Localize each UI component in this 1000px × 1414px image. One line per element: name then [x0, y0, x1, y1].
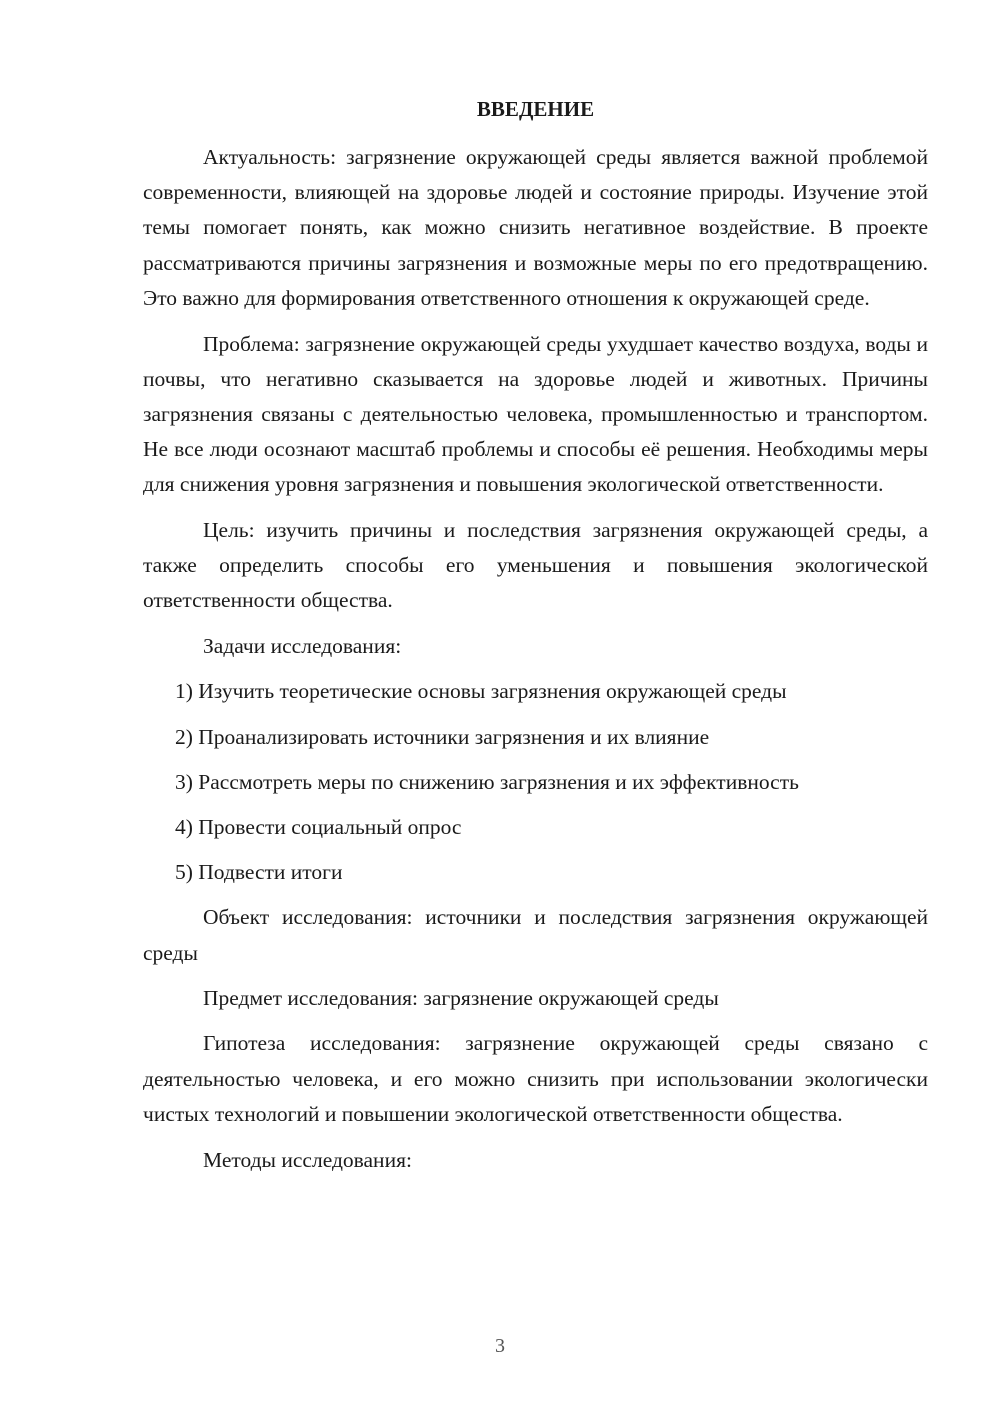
relevance-paragraph: Актуальность: загрязнение окружающей среды является важной проблемой современности, влияющей на здоровье людей и состояние природы. Изучение этой темы помогает понять, как можно снизить негативное воздействие. В проекте рассматриваются причины загрязнения и возможные меры по его предотвращению. Это важно для формирования ответственного отношения к окружающей среде.: [143, 145, 928, 310]
task-item-2: 2) Проанализировать источники загрязнения и их влияние: [175, 724, 710, 749]
subject-paragraph: Предмет исследования: загрязнение окружающей среды: [203, 986, 719, 1011]
problem-paragraph: Проблема: загрязнение окружающей среды ухудшает качество воздуха, воды и почвы, что негативно сказывается на здоровье людей и животных. Причины загрязнения связаны с деятельностью человека, промышленностью и транспортом. Не все люди осознают масштаб проблемы и способы её решения. Необходимы меры для снижения уровня загрязнения и повышения экологической ответственности.: [143, 331, 928, 497]
hypothesis-paragraph: Гипотеза исследования: загрязнение окружающей среды связано с деятельностью человека, и его можно снизить при использовании экологически чистых технологий и повышении экологической ответственности общества.: [143, 1031, 928, 1126]
goal-paragraph: Цель: изучить причины и последствия загрязнения окружающей среды, а также определить способы его уменьшения и повышения экологической ответственности общества.: [143, 518, 928, 613]
document-page: [143, 92, 928, 1188]
section-title: ВВЕДЕНИЕ: [476, 97, 595, 121]
task-item-3: 3) Рассмотреть меры по снижению загрязнения и их эффективность: [175, 769, 799, 794]
tasks-list: [143, 674, 928, 890]
page-number: 3: [495, 1335, 505, 1357]
task-item-1: 1) Изучить теоретические основы загрязнения окружающей среды: [175, 679, 787, 704]
tasks-heading: Задачи исследования:: [203, 634, 402, 659]
task-item-4: 4) Провести социальный опрос: [175, 814, 462, 839]
task-item-5: 5) Подвести итоги: [175, 860, 343, 885]
object-paragraph: Объект исследования: источники и последствия загрязнения окружающей среды: [143, 905, 928, 965]
methods-heading: Методы исследования:: [203, 1147, 412, 1172]
